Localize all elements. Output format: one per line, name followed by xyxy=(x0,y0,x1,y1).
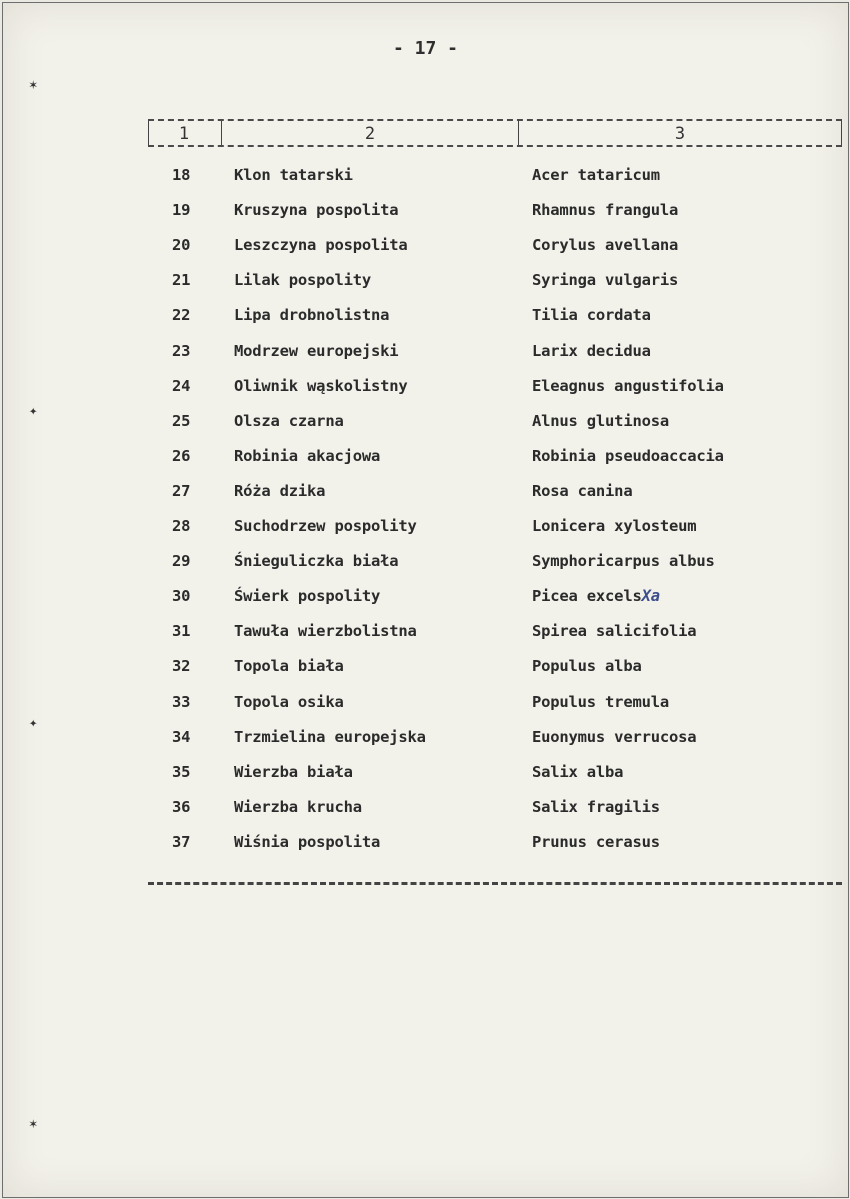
polish-name: Topola biała xyxy=(234,657,344,676)
table-row xyxy=(148,587,842,617)
table-row xyxy=(148,377,842,407)
polish-name: Lilak pospolity xyxy=(234,271,371,290)
polish-name: Trzmielina europejska xyxy=(234,727,426,746)
table-row xyxy=(148,236,842,266)
row-number: 32 xyxy=(172,657,191,676)
polish-name: Tawuła wierzbolistna xyxy=(234,622,417,641)
table-row xyxy=(148,412,842,442)
latin-name xyxy=(532,693,669,711)
row-number: 23 xyxy=(172,341,191,360)
page-number: - 17 - xyxy=(392,38,459,59)
latin-name xyxy=(532,166,660,184)
latin-name xyxy=(532,587,660,605)
latin-name-text: Eleagnus angustifolia xyxy=(532,376,724,395)
row-number: 31 xyxy=(172,622,191,641)
latin-name xyxy=(532,377,724,395)
table-row xyxy=(148,201,842,231)
latin-name xyxy=(532,552,715,570)
margin-mark: ✶ xyxy=(29,77,38,93)
latin-name-text: Corylus avellana xyxy=(532,236,679,255)
row-number: 25 xyxy=(172,411,191,430)
row-number: 20 xyxy=(172,236,191,255)
table-row xyxy=(148,622,842,652)
column-header-latin-name: 3 xyxy=(518,121,841,145)
polish-name: Olsza czarna xyxy=(234,411,344,430)
document-page xyxy=(2,2,849,1198)
polish-name: Wiśnia pospolita xyxy=(234,832,381,851)
latin-name-text: Salix fragilis xyxy=(532,797,660,816)
latin-name-text: Larix decidua xyxy=(532,341,651,360)
latin-name-text: Syringa vulgaris xyxy=(532,271,679,290)
table-row xyxy=(148,517,842,547)
latin-name-text: Populus tremula xyxy=(532,692,669,711)
table-row xyxy=(148,342,842,372)
row-number: 34 xyxy=(172,727,191,746)
latin-name-text: Populus alba xyxy=(532,657,642,676)
row-number: 30 xyxy=(172,587,191,606)
margin-mark: ✶ xyxy=(29,1116,38,1132)
latin-name-text: Rhamnus frangula xyxy=(532,201,679,220)
polish-name: Suchodrzew pospolity xyxy=(234,517,417,535)
row-number: 28 xyxy=(172,517,191,535)
column-header-polish-name: 2 xyxy=(221,121,518,145)
latin-name-text: Lonicera xylosteum xyxy=(532,517,697,535)
latin-name xyxy=(532,201,678,219)
latin-name xyxy=(532,447,724,465)
latin-name-text: Alnus glutinosa xyxy=(532,411,669,430)
polish-name: Lipa drobnolistna xyxy=(234,306,390,325)
polish-name: Kruszyna pospolita xyxy=(234,201,399,220)
table-row xyxy=(148,693,842,723)
row-number: 33 xyxy=(172,692,191,711)
latin-name xyxy=(532,271,678,289)
margin-mark: ✦ xyxy=(29,715,38,731)
row-number: 18 xyxy=(172,166,191,184)
margin-mark: ✦ xyxy=(29,403,38,419)
latin-name xyxy=(532,342,651,360)
latin-name-text: Spirea salicifolia xyxy=(532,622,697,641)
latin-name xyxy=(532,306,651,324)
latin-name-text: Rosa canina xyxy=(532,481,633,500)
table-row xyxy=(148,271,842,301)
row-number: 27 xyxy=(172,481,191,500)
row-number: 36 xyxy=(172,797,191,816)
polish-name: Śnieguliczka biała xyxy=(234,552,399,571)
table-bottom-rule xyxy=(148,882,842,885)
polish-name: Robinia akacjowa xyxy=(234,446,381,465)
table-row xyxy=(148,447,842,477)
polish-name: Róża dzika xyxy=(234,481,326,500)
table-row xyxy=(148,482,842,512)
handwritten-correction: Xa xyxy=(641,587,660,606)
polish-name: Leszczyna pospolita xyxy=(234,236,408,255)
row-number: 22 xyxy=(172,306,191,325)
latin-name-text: Euonymus verrucosa xyxy=(532,727,697,746)
row-number: 37 xyxy=(172,832,191,851)
table-row xyxy=(148,763,842,793)
table-row xyxy=(148,166,842,196)
latin-name xyxy=(532,657,642,675)
latin-name-text: Symphoricarpus albus xyxy=(532,552,715,571)
latin-name xyxy=(532,412,669,430)
polish-name: Topola osika xyxy=(234,692,344,711)
row-number: 24 xyxy=(172,376,191,395)
column-header-number: 1 xyxy=(178,124,190,144)
latin-name-text: Prunus cerasus xyxy=(532,832,660,851)
latin-name xyxy=(532,728,696,746)
table-row xyxy=(148,833,842,863)
table-row xyxy=(148,552,842,582)
polish-name: Świerk pospolity xyxy=(234,587,381,606)
latin-name xyxy=(532,833,660,851)
table-row xyxy=(148,798,842,828)
table-row xyxy=(148,728,842,758)
row-number: 21 xyxy=(172,271,191,290)
polish-name: Wierzba biała xyxy=(234,762,353,781)
polish-name: Wierzba krucha xyxy=(234,797,362,816)
latin-name xyxy=(532,236,678,254)
latin-name xyxy=(532,482,632,500)
latin-name-text: Tilia cordata xyxy=(532,306,651,325)
table-row xyxy=(148,306,842,336)
latin-name xyxy=(532,517,696,535)
latin-name-text: Acer tataricum xyxy=(532,166,660,184)
row-number: 29 xyxy=(172,552,191,571)
polish-name: Klon tatarski xyxy=(234,166,353,184)
row-number: 26 xyxy=(172,446,191,465)
table-row xyxy=(148,657,842,687)
polish-name: Modrzew europejski xyxy=(234,341,399,360)
latin-name xyxy=(532,798,660,816)
latin-name-text: Salix alba xyxy=(532,762,624,781)
polish-name: Oliwnik wąskolistny xyxy=(234,376,408,395)
latin-name-text: Picea excels xyxy=(532,587,642,606)
latin-name xyxy=(532,622,696,640)
table-header xyxy=(148,119,842,147)
row-number: 19 xyxy=(172,201,191,220)
latin-name xyxy=(532,763,623,781)
latin-name-text: Robinia pseudoaccacia xyxy=(532,446,724,465)
row-number: 35 xyxy=(172,762,191,781)
